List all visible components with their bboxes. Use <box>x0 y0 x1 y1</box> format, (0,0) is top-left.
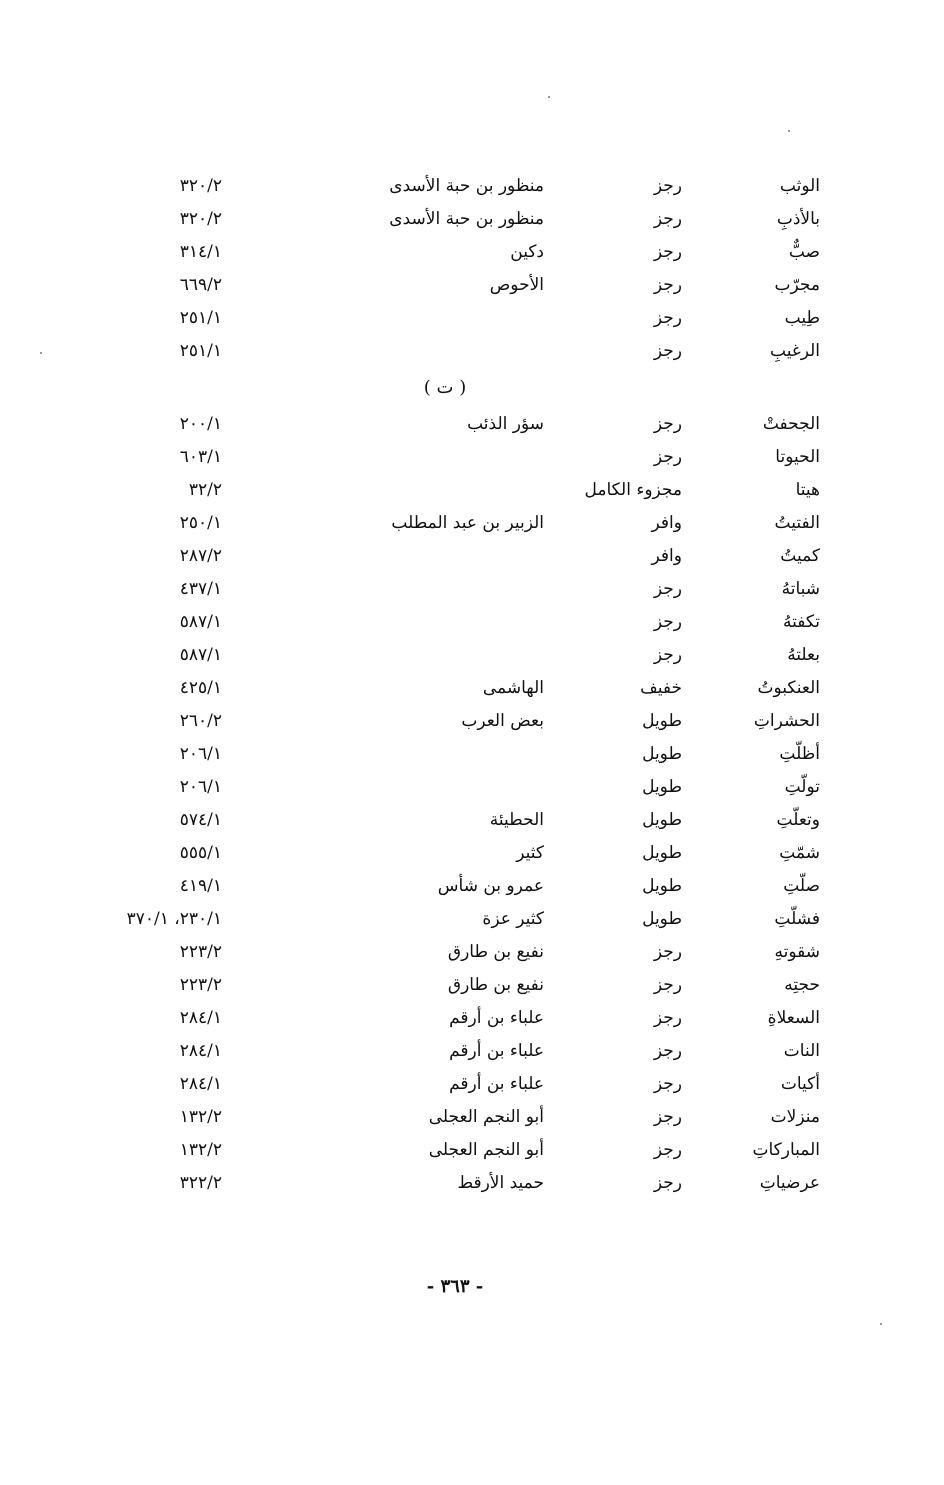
table-row <box>0 1002 944 1035</box>
page-reference: ٢٢٣/٢ <box>179 975 222 995</box>
meter-name: وافر <box>651 513 682 533</box>
rhyme-word: المباركاتِ <box>752 1140 820 1160</box>
rhyme-word: الفتيتُ <box>774 513 820 533</box>
rhyme-word: السعلاةِ <box>767 1008 820 1028</box>
meter-name: رجز <box>653 1008 682 1028</box>
rhyme-word: صبٌّ <box>788 242 820 262</box>
table-row <box>0 903 944 936</box>
meter-name: رجز <box>653 942 682 962</box>
meter-name: رجز <box>653 414 682 434</box>
poet-name: علباء بن أرقم <box>449 1008 544 1028</box>
meter-name: طويل <box>642 810 682 830</box>
page-reference: ٢٥١/١ <box>179 341 222 361</box>
table-row <box>0 936 944 969</box>
table-row <box>0 302 944 335</box>
page-reference: ٣٢/٢ <box>188 480 222 500</box>
scan-speck <box>40 352 42 354</box>
table-row <box>0 738 944 771</box>
rhyme-word: صلّتِ <box>783 876 820 896</box>
rhyme-word: عرضياتِ <box>759 1173 820 1193</box>
poet-name: حميد الأرقط <box>457 1173 544 1193</box>
table-row <box>0 408 944 441</box>
page-reference: ٢٣٠/١، ٣٧٠/١ <box>126 909 222 929</box>
meter-name: رجز <box>653 1107 682 1127</box>
rhyme-word: حجتِه <box>784 975 820 995</box>
page-reference: ٦٦٩/٢ <box>179 275 222 295</box>
table-row <box>0 540 944 573</box>
meter-name: رجز <box>653 275 682 295</box>
page-reference: ٥٥٥/١ <box>179 843 222 863</box>
page-reference: ٢٥٠/١ <box>179 513 222 533</box>
poet-name: الأحوص <box>489 275 544 295</box>
page-reference: ٢٨٧/٢ <box>179 546 222 566</box>
table-row <box>0 969 944 1002</box>
section-heading <box>0 368 944 408</box>
rhyme-word: شباتهُ <box>781 579 820 599</box>
rhyme-word: تكفتهُ <box>783 612 820 632</box>
poet-name: الزبير بن عبد المطلب <box>391 513 544 533</box>
meter-name: رجز <box>653 1074 682 1094</box>
meter-name: طويل <box>642 876 682 896</box>
poet-name: أبو النجم العجلى <box>428 1140 544 1160</box>
poet-name: عمرو بن شأس <box>437 876 544 896</box>
page-reference: ٣٢٠/٢ <box>179 209 222 229</box>
page-reference: ٣٢٠/٢ <box>179 176 222 196</box>
page-reference: ٢٨٤/١ <box>179 1074 222 1094</box>
table-row <box>0 639 944 672</box>
rhyme-word: كميتُ <box>780 546 820 566</box>
page-reference: ٣١٤/١ <box>179 242 222 262</box>
poet-name: كثير <box>516 843 544 863</box>
rhyme-word: أكيات <box>780 1074 820 1094</box>
table-row <box>0 170 944 203</box>
table-row <box>0 236 944 269</box>
rhyme-word: النات <box>783 1041 820 1061</box>
table-row <box>0 441 944 474</box>
table-row <box>0 705 944 738</box>
rhyme-word: الجحفتْ <box>762 414 820 434</box>
scan-speck <box>548 96 550 98</box>
rhyme-word: العنكبوتُ <box>757 678 820 698</box>
table-row <box>0 1134 944 1167</box>
rhyme-word: وتعلّتِ <box>776 810 820 830</box>
meter-name: رجز <box>653 341 682 361</box>
table-row <box>0 573 944 606</box>
page-reference: ٦٠٣/١ <box>179 447 222 467</box>
page-reference: ٢٨٤/١ <box>179 1041 222 1061</box>
meter-name: رجز <box>653 209 682 229</box>
poet-name: منظور بن حبة الأسدى <box>389 209 544 229</box>
table-row <box>0 771 944 804</box>
table-row <box>0 606 944 639</box>
meter-name: رجز <box>653 975 682 995</box>
page-reference: ٤١٩/١ <box>179 876 222 896</box>
table-row <box>0 804 944 837</box>
page-number: - ٣٦٣ - <box>426 1276 484 1297</box>
table-row <box>0 474 944 507</box>
table-row <box>0 1101 944 1134</box>
rhyme-word: طِيب <box>784 308 820 328</box>
meter-name: طويل <box>642 744 682 764</box>
rhyme-word: هيتا <box>795 480 820 500</box>
table-row <box>0 1167 944 1200</box>
poet-name: علباء بن أرقم <box>449 1074 544 1094</box>
poet-name: علباء بن أرقم <box>449 1041 544 1061</box>
page-reference: ٥٨٧/١ <box>179 645 222 665</box>
rhyme-word: منزلات <box>770 1107 820 1127</box>
poet-name: نفيع بن طارق <box>447 975 544 995</box>
table-row <box>0 837 944 870</box>
section-letter: ( ت ) <box>423 377 467 398</box>
page-reference: ١٣٢/٢ <box>179 1107 222 1127</box>
poet-name: نفيع بن طارق <box>447 942 544 962</box>
rhyme-word: الرغيبِ <box>770 341 820 361</box>
poet-name: الهاشمى <box>482 678 544 698</box>
verse-index-table <box>0 170 944 1200</box>
table-row <box>0 1035 944 1068</box>
rhyme-word: مجرّب <box>774 275 820 295</box>
poet-name: الحطيئة <box>489 810 544 830</box>
poet-name: منظور بن حبة الأسدى <box>389 176 544 196</box>
table-row <box>0 870 944 903</box>
rhyme-word: الحيوتا <box>775 447 820 467</box>
rhyme-word: الحشراتِ <box>753 711 820 731</box>
page-reference: ٥٨٧/١ <box>179 612 222 632</box>
rhyme-word: بعلتهُ <box>787 645 820 665</box>
meter-name: مجزوء الكامل <box>584 480 682 500</box>
rhyme-word: بالأذبِ <box>776 209 820 229</box>
meter-name: وافر <box>651 546 682 566</box>
meter-name: طويل <box>642 909 682 929</box>
page-reference: ٥٧٤/١ <box>179 810 222 830</box>
meter-name: رجز <box>653 1173 682 1193</box>
meter-name: خفيف <box>640 678 682 698</box>
page-reference: ٤٣٧/١ <box>179 579 222 599</box>
table-row <box>0 507 944 540</box>
page-reference: ٣٢٢/٢ <box>179 1173 222 1193</box>
table-row <box>0 203 944 236</box>
meter-name: رجز <box>653 176 682 196</box>
meter-name: رجز <box>653 645 682 665</box>
poet-name: كثير عزة <box>482 909 544 929</box>
rhyme-word: فشلّتِ <box>774 909 820 929</box>
page-reference: ٢٢٣/٢ <box>179 942 222 962</box>
page-reference: ١٣٢/٢ <box>179 1140 222 1160</box>
rhyme-word: أظلّتِ <box>779 744 820 764</box>
poet-name: بعض العرب <box>461 711 544 731</box>
meter-name: رجز <box>653 579 682 599</box>
page-reference: ٢٨٤/١ <box>179 1008 222 1028</box>
page-reference: ٢٠٦/١ <box>179 744 222 764</box>
poet-name: أبو النجم العجلى <box>428 1107 544 1127</box>
meter-name: طويل <box>642 711 682 731</box>
meter-name: رجز <box>653 242 682 262</box>
page-reference: ٢٠٦/١ <box>179 777 222 797</box>
meter-name: رجز <box>653 1041 682 1061</box>
page-reference: ٢٠٠/١ <box>179 414 222 434</box>
scan-speck <box>788 130 790 132</box>
meter-name: رجز <box>653 447 682 467</box>
rhyme-word: الوثب <box>779 176 820 196</box>
table-row <box>0 672 944 705</box>
poet-name: سؤر الذئب <box>467 414 544 434</box>
meter-name: طويل <box>642 777 682 797</box>
rhyme-word: تولّتِ <box>784 777 820 797</box>
page-reference: ٤٢٥/١ <box>179 678 222 698</box>
meter-name: رجز <box>653 308 682 328</box>
page-reference: ٢٥١/١ <box>179 308 222 328</box>
poet-name: دكين <box>510 242 544 262</box>
table-row <box>0 335 944 368</box>
meter-name: رجز <box>653 1140 682 1160</box>
rhyme-word: شمّتِ <box>779 843 820 863</box>
page-reference: ٢٦٠/٢ <box>179 711 222 731</box>
meter-name: رجز <box>653 612 682 632</box>
meter-name: طويل <box>642 843 682 863</box>
rhyme-word: شقوتهِ <box>774 942 820 962</box>
table-row <box>0 1068 944 1101</box>
table-row <box>0 269 944 302</box>
scan-speck <box>880 1323 882 1325</box>
